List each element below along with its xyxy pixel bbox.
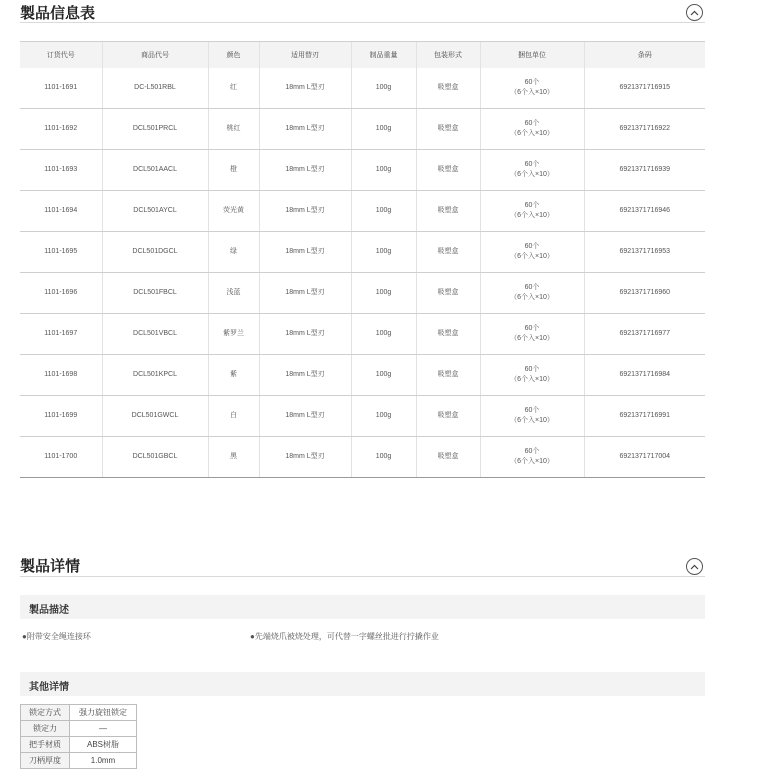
cell-package: 吸塑盒	[416, 191, 480, 232]
cell-blade: 18mm L型刃	[259, 109, 351, 150]
unit-qty: 60个	[524, 243, 540, 250]
cell-product-code: DCL501PRCL	[102, 109, 208, 150]
spec-row	[21, 705, 137, 721]
cell-product-code: DCL501DGCL	[102, 232, 208, 273]
cell-product-code: DCL501GWCL	[102, 396, 208, 437]
unit-qty: 60个	[524, 284, 540, 291]
header-blade: 适用替刃	[259, 42, 351, 69]
cell-weight: 100g	[351, 314, 416, 355]
cell-barcode: 6921371716939	[584, 150, 705, 191]
cell-blade: 18mm L型刃	[259, 437, 351, 478]
unit-qty: 60个	[524, 407, 540, 414]
other-details-title: 其他详情	[29, 682, 69, 693]
cell-package: 吸塑盒	[416, 109, 480, 150]
cell-unit	[480, 355, 584, 396]
cell-barcode: 6921371716991	[584, 396, 705, 437]
cell-unit	[480, 109, 584, 150]
header-package: 包装形式	[416, 42, 480, 69]
cell-weight: 100g	[351, 191, 416, 232]
table-header-row	[20, 42, 705, 69]
cell-order-code: 1101-1693	[20, 150, 102, 191]
product-info-table	[20, 41, 705, 478]
cell-package: 吸塑盒	[416, 273, 480, 314]
cell-weight: 100g	[351, 396, 416, 437]
cell-color: 红	[208, 68, 259, 109]
unit-detail: （6个入×10）	[510, 335, 554, 342]
table-row	[20, 191, 705, 232]
chevron-up-circle-icon[interactable]	[686, 4, 703, 21]
cell-blade: 18mm L型刃	[259, 314, 351, 355]
cell-package: 吸塑盒	[416, 355, 480, 396]
other-details-table	[20, 704, 137, 769]
cell-product-code: DC-L501RBL	[102, 68, 208, 109]
cell-blade: 18mm L型刃	[259, 68, 351, 109]
cell-unit	[480, 437, 584, 478]
cell-unit	[480, 232, 584, 273]
cell-product-code: DCL501AYCL	[102, 191, 208, 232]
detail-section-title: 製品详情	[20, 558, 81, 575]
cell-package: 吸塑盒	[416, 150, 480, 191]
spec-key: 锁定方式	[21, 705, 70, 721]
table-row	[20, 68, 705, 109]
cell-order-code: 1101-1697	[20, 314, 102, 355]
cell-weight: 100g	[351, 437, 416, 478]
cell-color: 桃红	[208, 109, 259, 150]
detail-section-divider	[20, 576, 705, 577]
cell-unit	[480, 68, 584, 109]
cell-order-code: 1101-1700	[20, 437, 102, 478]
cell-color: 白	[208, 396, 259, 437]
cell-color: 浅蓝	[208, 273, 259, 314]
spec-row	[21, 737, 137, 753]
cell-order-code: 1101-1692	[20, 109, 102, 150]
table-row	[20, 355, 705, 396]
cell-color: 绿	[208, 232, 259, 273]
cell-color: 荧光黄	[208, 191, 259, 232]
cell-blade: 18mm L型刃	[259, 232, 351, 273]
cell-package: 吸塑盒	[416, 314, 480, 355]
cell-barcode: 6921371716946	[584, 191, 705, 232]
cell-package: 吸塑盒	[416, 232, 480, 273]
cell-product-code: DCL501AACL	[102, 150, 208, 191]
unit-detail: （6个入×10）	[510, 253, 554, 260]
feature-item: ●先端烧爪被烧处理，可代替一字螺丝批进行拧撬作业	[250, 632, 439, 641]
table-row	[20, 396, 705, 437]
cell-blade: 18mm L型刃	[259, 273, 351, 314]
spec-key: 刀柄厚度	[21, 753, 70, 769]
chevron-up-circle-icon[interactable]	[686, 558, 703, 575]
header-unit: 捆包单位	[480, 42, 584, 69]
table-row	[20, 437, 705, 478]
cell-barcode: 6921371716953	[584, 232, 705, 273]
info-section-title: 製品信息表	[20, 5, 96, 22]
spec-row	[21, 753, 137, 769]
cell-blade: 18mm L型刃	[259, 191, 351, 232]
unit-detail: （6个入×10）	[510, 89, 554, 96]
spec-value: 强力旋钮锁定	[70, 705, 137, 721]
cell-blade: 18mm L型刃	[259, 355, 351, 396]
unit-qty: 60个	[524, 120, 540, 127]
cell-blade: 18mm L型刃	[259, 396, 351, 437]
cell-unit	[480, 273, 584, 314]
spec-value: 1.0mm	[70, 753, 137, 769]
spec-value: —	[70, 721, 137, 737]
cell-order-code: 1101-1694	[20, 191, 102, 232]
cell-color: 橙	[208, 150, 259, 191]
cell-order-code: 1101-1698	[20, 355, 102, 396]
header-color: 颜色	[208, 42, 259, 69]
cell-order-code: 1101-1695	[20, 232, 102, 273]
spec-row	[21, 721, 137, 737]
header-product-code: 商品代号	[102, 42, 208, 69]
description-title: 製品描述	[29, 605, 69, 616]
spec-key: 把手材质	[21, 737, 70, 753]
cell-barcode: 6921371716915	[584, 68, 705, 109]
cell-barcode: 6921371717004	[584, 437, 705, 478]
cell-unit	[480, 396, 584, 437]
cell-barcode: 6921371716960	[584, 273, 705, 314]
unit-qty: 60个	[524, 366, 540, 373]
cell-barcode: 6921371716984	[584, 355, 705, 396]
unit-qty: 60个	[524, 161, 540, 168]
cell-weight: 100g	[351, 355, 416, 396]
cell-barcode: 6921371716922	[584, 109, 705, 150]
unit-qty: 60个	[524, 79, 540, 86]
description-bar	[20, 595, 705, 619]
table-row	[20, 150, 705, 191]
table-row	[20, 273, 705, 314]
cell-product-code: DCL501VBCL	[102, 314, 208, 355]
spec-value: ABS树脂	[70, 737, 137, 753]
cell-unit	[480, 150, 584, 191]
unit-qty: 60个	[524, 202, 540, 209]
cell-unit	[480, 314, 584, 355]
cell-product-code: DCL501GBCL	[102, 437, 208, 478]
feature-item: ●附带安全绳连接环	[22, 632, 91, 641]
other-details-bar	[20, 672, 705, 696]
cell-order-code: 1101-1691	[20, 68, 102, 109]
unit-detail: （6个入×10）	[510, 212, 554, 219]
table-row	[20, 314, 705, 355]
info-section-divider	[20, 22, 705, 23]
unit-detail: （6个入×10）	[510, 458, 554, 465]
header-barcode: 条码	[584, 42, 705, 69]
unit-detail: （6个入×10）	[510, 376, 554, 383]
cell-weight: 100g	[351, 232, 416, 273]
cell-product-code: DCL501KPCL	[102, 355, 208, 396]
unit-detail: （6个入×10）	[510, 171, 554, 178]
cell-order-code: 1101-1696	[20, 273, 102, 314]
header-order-code: 订货代号	[20, 42, 102, 69]
cell-unit	[480, 191, 584, 232]
unit-detail: （6个入×10）	[510, 417, 554, 424]
cell-blade: 18mm L型刃	[259, 150, 351, 191]
unit-detail: （6个入×10）	[510, 130, 554, 137]
cell-color: 紫罗兰	[208, 314, 259, 355]
cell-color: 紫	[208, 355, 259, 396]
cell-product-code: DCL501FBCL	[102, 273, 208, 314]
product-info-body	[20, 68, 705, 478]
cell-package: 吸塑盒	[416, 68, 480, 109]
unit-qty: 60个	[524, 325, 540, 332]
cell-order-code: 1101-1699	[20, 396, 102, 437]
cell-color: 黑	[208, 437, 259, 478]
cell-package: 吸塑盒	[416, 396, 480, 437]
cell-weight: 100g	[351, 68, 416, 109]
cell-weight: 100g	[351, 109, 416, 150]
cell-weight: 100g	[351, 150, 416, 191]
unit-qty: 60个	[524, 448, 540, 455]
cell-package: 吸塑盒	[416, 437, 480, 478]
header-weight: 制品重量	[351, 42, 416, 69]
cell-barcode: 6921371716977	[584, 314, 705, 355]
cell-weight: 100g	[351, 273, 416, 314]
table-row	[20, 109, 705, 150]
table-row	[20, 232, 705, 273]
unit-detail: （6个入×10）	[510, 294, 554, 301]
spec-key: 锁定力	[21, 721, 70, 737]
